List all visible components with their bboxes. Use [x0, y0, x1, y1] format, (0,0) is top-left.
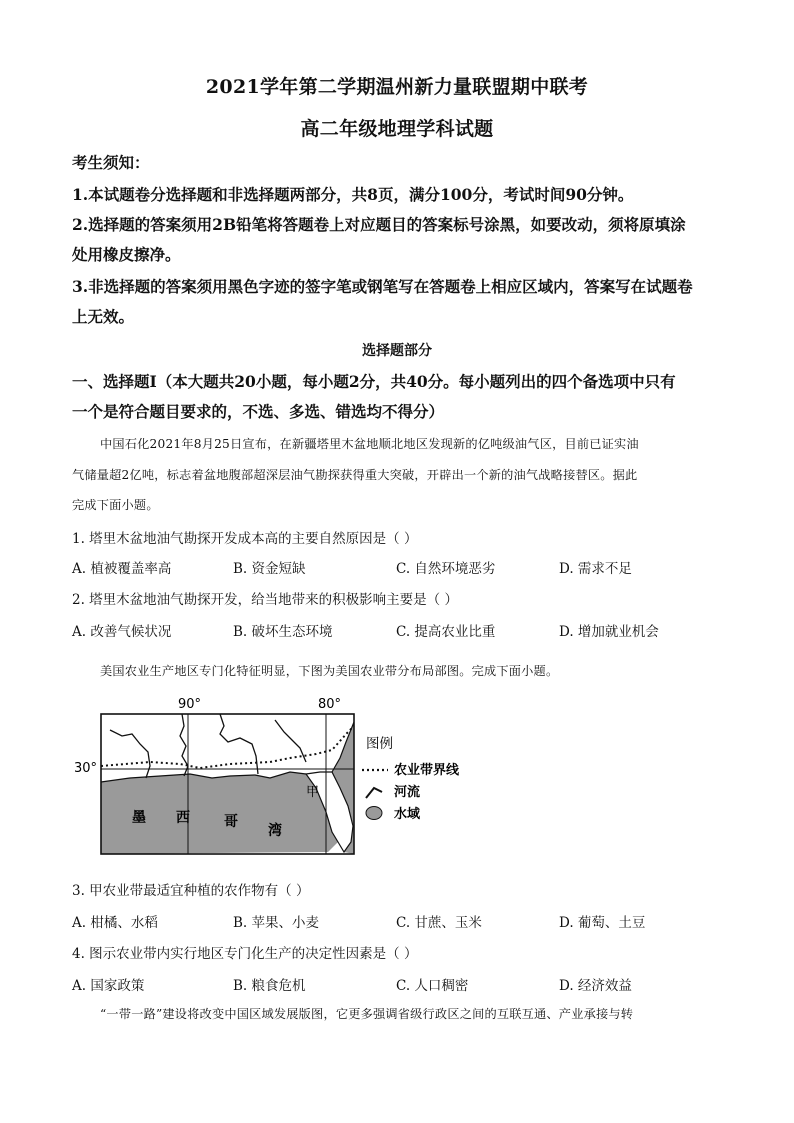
question-2-option-b: B. 破坏生态环境 [233, 624, 333, 640]
question-1-option-d: D. 需求不足 [559, 561, 632, 577]
part1-instructions-cont: 一个是符合题目要求的，不选、多选、错选均不得分） [72, 402, 445, 421]
section-title: 选择题部分 [362, 343, 432, 359]
notice-item-1: 1.本试题卷分选择题和非选择题两部分，共8页，满分100分，考试时间90分钟。 [72, 185, 634, 204]
question-2-stem: 2. 塔里木盆地油气勘探开发，给当地带来的积极影响主要是（ ） [72, 592, 458, 608]
exam-subtitle: 高二年级地理学科试题 [300, 118, 494, 140]
notice-item-2-cont: 处用橡皮擦净。 [72, 245, 181, 264]
lon-90-label: 90° [178, 697, 202, 712]
notice-item-3: 3.非选择题的答案须用黑色字迹的签字笔或钢笔写在答题卷上相应区域内，答案写在试题卷 [72, 277, 693, 296]
passage1-line1: 中国石化2021年8月25日宣布，在新疆塔里木盆地顺北地区发现新的亿吨级油气区，目前已证实油 [100, 437, 639, 451]
question-4-option-b: B. 粮食危机 [233, 978, 306, 994]
river-west [110, 730, 150, 778]
question-1-stem: 1. 塔里木盆地油气勘探开发成本高的主要自然原因是（ ） [72, 531, 418, 547]
question-3-option-a: A. 柑橘、水稻 [72, 915, 158, 931]
question-1-option-a: A. 植被覆盖率高 [72, 561, 172, 577]
gulf-label-4: 湾 [268, 823, 282, 839]
question-2-option-d: D. 增加就业机会 [559, 624, 659, 640]
legend-water-label: 水域 [394, 807, 421, 822]
mississippi-river [180, 714, 188, 776]
passage1-line3: 完成下面小题。 [72, 498, 159, 512]
legend-boundary-label: 农业带界线 [394, 763, 460, 778]
legend-river-symbol [366, 788, 382, 798]
lon-80-label: 80° [318, 697, 342, 712]
belt-boundary-line [101, 726, 354, 768]
question-4-option-d: D. 经济效益 [559, 978, 632, 994]
passage3-line1: “一带一路”建设将改变中国区域发展版图，它更多强调省级行政区之间的互联互通、产业承接与转 [100, 1007, 634, 1021]
gulf-label-2: 西 [176, 810, 190, 826]
gulf-label-3: 哥 [224, 814, 238, 830]
question-3-stem: 3. 甲农业带最适宜种植的农作物有（ ） [72, 883, 310, 899]
question-1-option-c: C. 自然环境恶劣 [396, 561, 496, 577]
legend-water-symbol [366, 807, 382, 820]
question-4-option-c: C. 人口稠密 [396, 978, 469, 994]
exam-title: 2021学年第二学期温州新力量联盟期中联考 [205, 76, 589, 98]
question-4-stem: 4. 图示农业带内实行地区专门化生产的决定性因素是（ ） [72, 946, 418, 962]
legend-river-label: 河流 [394, 785, 421, 800]
notice-item-3-cont: 上无效。 [72, 307, 135, 326]
question-3-option-b: B. 苹果、小麦 [233, 915, 320, 931]
lat-30-label: 30° [74, 761, 98, 776]
question-3-option-d: D. 葡萄、土豆 [559, 915, 646, 931]
passage1-line2: 气储量超2亿吨，标志着盆地腹部超深层油气勘探获得重大突破，开辟出一个新的油气战略接替区。据此 [72, 468, 638, 482]
question-1-option-b: B. 资金短缺 [233, 561, 306, 577]
notice-heading: 考生须知： [72, 153, 150, 172]
belt-label-jia: 甲 [306, 785, 320, 800]
agriculture-belt-map [70, 692, 490, 862]
notice-item-2: 2.选择题的答案须用2B铅笔将答题卷上对应题目的答案标号涂黑，如要改动，须将原填涂 [72, 215, 686, 234]
question-4-option-a: A. 国家政策 [72, 978, 145, 994]
legend-title: 图例 [366, 736, 393, 752]
passage2-line1: 美国农业生产地区专门化特征明显，下图为美国农业带分布局部图。完成下面小题。 [100, 664, 559, 678]
part1-instructions: 一、选择题Ⅰ（本大题共20小题，每小题2分，共40分。每小题列出的四个备选项中只有 [72, 372, 676, 391]
question-2-option-c: C. 提高农业比重 [396, 624, 496, 640]
question-3-option-c: C. 甘蔗、玉米 [396, 915, 482, 931]
question-2-option-a: A. 改善气候状况 [72, 624, 172, 640]
gulf-label-1: 墨 [132, 810, 146, 826]
